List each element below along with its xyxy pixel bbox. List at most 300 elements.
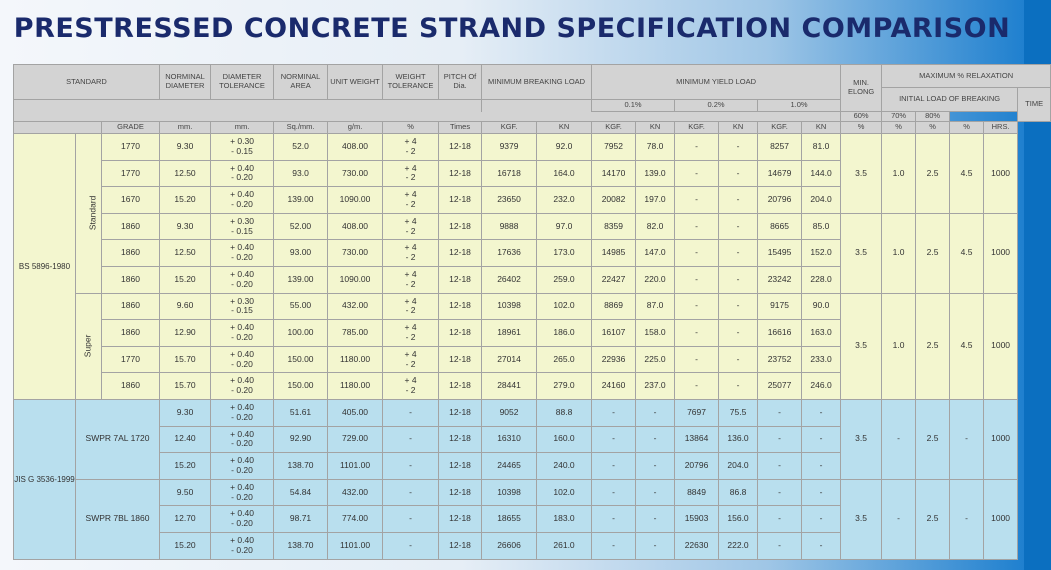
weight-tolerance-cell [383,373,439,400]
pitch-cell: 12-18 [439,532,482,559]
yield-10-kgf-cell: 15495 [758,240,802,267]
yield-01-kgf-cell: 14985 [592,240,636,267]
diameter-tolerance-cell [211,426,274,453]
yield-01-kgf-cell: - [592,453,636,480]
yield-01-kn-cell: - [636,479,675,506]
relax-80-cell: 4.5 [950,293,984,399]
yield-10-kn-cell: - [802,399,841,426]
elongation-cell: 3.5 [841,213,882,293]
yield-10-kgf-cell: 16616 [758,320,802,347]
weight-tolerance-cell-minus: - 2 [405,172,416,183]
diameter-tolerance-cell-minus: - 0.20 [231,411,253,422]
area-cell: 150.00 [274,346,328,373]
breaking-kgf-cell: 26606 [482,532,537,559]
yield-10-kn-cell: 85.0 [802,213,841,240]
time-cell: 1000 [984,213,1018,293]
diameter-tolerance-cell-minus: - 0.20 [231,385,253,396]
diameter-cell: 15.20 [160,453,211,480]
unit-y02-kgf: KGF. [675,122,719,134]
yield-01-kn-cell: 225.0 [636,346,675,373]
yield-10-kn-cell: 152.0 [802,240,841,267]
yield-02-kn-cell: 86.8 [719,479,758,506]
time-cell: 1000 [984,399,1018,479]
grade-jis: SWPR 7BL 1860 [76,479,160,559]
weight-tolerance-cell-minus: - 2 [405,331,416,342]
yield-10-kn-cell: 228.0 [802,266,841,293]
header-pitch: PITCH Of Dia. [439,65,482,100]
breaking-kgf-cell: 26402 [482,266,537,293]
header-load-70: 70% [882,112,916,122]
breaking-kgf-cell: 9052 [482,399,537,426]
unit-r80: % [950,122,984,134]
yield-10-kn-cell: 144.0 [802,160,841,187]
diameter-cell: 12.50 [160,240,211,267]
diameter-cell: 12.40 [160,426,211,453]
diameter-tolerance-cell-plus: + 0.40 [230,162,254,173]
yield-01-kgf-cell: 20082 [592,187,636,214]
weight-tolerance-cell [383,134,439,161]
weight-tolerance-cell: - [383,506,439,533]
diameter-tolerance-cell-minus: - 0.15 [231,305,253,316]
table-row [14,293,1051,320]
grade-cell: 1860 [102,320,160,347]
header-grade: GRADE [102,122,160,134]
unit-elong: % [841,122,882,134]
diameter-tolerance-cell [211,213,274,240]
pitch-cell: 12-18 [439,160,482,187]
yield-01-kgf-cell: 7952 [592,134,636,161]
breaking-kn-cell: 183.0 [537,506,592,533]
yield-01-kgf-cell: 14170 [592,160,636,187]
pitch-cell: 12-18 [439,346,482,373]
diameter-tolerance-cell-plus: + 0.40 [230,348,254,359]
spec-table [13,64,1051,560]
diameter-cell: 15.20 [160,187,211,214]
yield-01-kn-cell: 220.0 [636,266,675,293]
breaking-kn-cell: 102.0 [537,293,592,320]
yield-02-kn-cell: - [719,373,758,400]
diameter-tolerance-cell-plus: + 0.30 [230,295,254,306]
unit-r70: % [916,122,950,134]
table-row [14,399,1051,426]
yield-10-kgf-cell: 25077 [758,373,802,400]
diameter-tolerance-cell-plus: + 0.30 [230,136,254,147]
area-cell: 138.70 [274,532,328,559]
yield-01-kn-cell: - [636,532,675,559]
breaking-kn-cell: 265.0 [537,346,592,373]
yield-02-kgf-cell: - [675,346,719,373]
grade-cell: 1770 [102,134,160,161]
yield-02-kgf-cell: 8849 [675,479,719,506]
header-yield-0.1: 0.1% [592,100,675,112]
yield-02-kgf-cell: 7697 [675,399,719,426]
header-yield-0.2: 0.2% [675,100,758,112]
pitch-cell: 12-18 [439,373,482,400]
grade-cell: 1770 [102,160,160,187]
unit-weight-cell: 1101.00 [328,453,383,480]
relax-70-cell: 2.5 [916,213,950,293]
header-load-60: 60% [841,112,882,122]
relax-60-cell: - [882,479,916,559]
page-title: PRESTRESSED CONCRETE STRAND SPECIFICATION COMPARISON [13,13,1011,44]
relax-80-cell: - [950,479,984,559]
weight-tolerance-cell [383,266,439,293]
relax-70-cell: 2.5 [916,293,950,399]
diameter-cell: 9.30 [160,134,211,161]
pitch-cell: 12-18 [439,453,482,480]
yield-02-kgf-cell: - [675,160,719,187]
diameter-tolerance-cell [211,373,274,400]
pitch-cell: 12-18 [439,479,482,506]
diameter-tolerance-cell-plus: + 0.40 [230,534,254,545]
grade-jis: SWPR 7AL 1720 [76,399,160,479]
weight-tolerance-cell: - [383,426,439,453]
header-unit-weight: UNIT WEIGHT [328,65,383,100]
group-standard [76,134,102,294]
diameter-cell: 15.20 [160,266,211,293]
area-cell: 54.84 [274,479,328,506]
breaking-kgf-cell: 27014 [482,346,537,373]
breaking-kn-cell: 88.8 [537,399,592,426]
unit-weight-cell: 432.00 [328,479,383,506]
yield-01-kgf-cell: - [592,426,636,453]
area-cell: 52.00 [274,213,328,240]
yield-02-kgf-cell: 20796 [675,453,719,480]
diameter-cell: 15.70 [160,373,211,400]
yield-10-kgf-cell: 23242 [758,266,802,293]
diameter-tolerance-cell-minus: - 0.20 [231,491,253,502]
diameter-tolerance-cell-minus: - 0.20 [231,278,253,289]
diameter-tolerance-cell-minus: - 0.15 [231,225,253,236]
yield-01-kgf-cell: - [592,506,636,533]
diameter-cell: 9.30 [160,399,211,426]
diameter-cell: 9.30 [160,213,211,240]
relax-70-cell: 2.5 [916,399,950,479]
unit-weight-cell: 730.00 [328,240,383,267]
area-cell: 150.00 [274,373,328,400]
weight-tolerance-cell: - [383,399,439,426]
diameter-tolerance-cell-plus: + 0.40 [230,375,254,386]
area-cell: 139.00 [274,187,328,214]
relax-60-cell: - [882,399,916,479]
yield-02-kn-cell: 222.0 [719,532,758,559]
breaking-kgf-cell: 24465 [482,453,537,480]
weight-tolerance-cell-plus: + 4 [404,375,417,386]
area-cell: 100.00 [274,320,328,347]
breaking-kgf-cell: 16718 [482,160,537,187]
header-nominal-diameter: NORMINAL DIAMETER [160,65,211,100]
yield-02-kgf-cell: - [675,134,719,161]
breaking-kn-cell: 240.0 [537,453,592,480]
yield-01-kn-cell: 158.0 [636,320,675,347]
unit-weight-cell: 408.00 [328,134,383,161]
yield-01-kn-cell: 78.0 [636,134,675,161]
diameter-tolerance-cell-plus: + 0.40 [230,189,254,200]
yield-10-kn-cell: 163.0 [802,320,841,347]
pitch-cell: 12-18 [439,187,482,214]
breaking-kn-cell: 261.0 [537,532,592,559]
grade-cell: 1860 [102,240,160,267]
yield-10-kn-cell: 246.0 [802,373,841,400]
weight-tolerance-cell: - [383,532,439,559]
diameter-tolerance-cell-minus: - 0.20 [231,518,253,529]
unit-y10-kgf: KGF. [758,122,802,134]
weight-tolerance-cell [383,240,439,267]
yield-10-kgf-cell: - [758,532,802,559]
pitch-cell: 12-18 [439,134,482,161]
yield-01-kgf-cell: 24160 [592,373,636,400]
yield-01-kn-cell: 197.0 [636,187,675,214]
breaking-kn-cell: 160.0 [537,426,592,453]
yield-01-kn-cell: 87.0 [636,293,675,320]
yield-10-kn-cell: 90.0 [802,293,841,320]
yield-01-kn-cell: 139.0 [636,160,675,187]
relax-60-cell: 1.0 [882,213,916,293]
header-min-yield-load: MINIMUM YIELD LOAD [592,65,841,100]
diameter-tolerance-cell [211,399,274,426]
unit-weight-cell: 1180.00 [328,346,383,373]
yield-10-kn-cell: 204.0 [802,187,841,214]
elongation-cell: 3.5 [841,479,882,559]
area-cell: 98.71 [274,506,328,533]
yield-10-kn-cell: - [802,426,841,453]
diameter-tolerance-cell-plus: + 0.40 [230,269,254,279]
weight-tolerance-cell-plus: + 4 [404,242,417,253]
yield-01-kn-cell: 82.0 [636,213,675,240]
weight-tolerance-cell [383,160,439,187]
yield-01-kn-cell: - [636,426,675,453]
header-max-relaxation: MAXIMUM % RELAXATION [882,65,1051,88]
weight-tolerance-cell [383,213,439,240]
yield-01-kn-cell: 237.0 [636,373,675,400]
diameter-cell: 15.20 [160,532,211,559]
unit-weight-tolerance: % [383,122,439,134]
yield-02-kn-cell: 136.0 [719,426,758,453]
diameter-tolerance-cell-plus: + 0.40 [230,508,254,519]
diameter-tolerance-cell-minus: - 0.20 [231,331,253,342]
breaking-kn-cell: 102.0 [537,479,592,506]
unit-weight-cell: 730.00 [328,160,383,187]
yield-02-kn-cell: - [719,240,758,267]
header-weight-tolerance: WEIGHT TOLERANCE [383,65,439,100]
diameter-tolerance-cell-minus: - 0.20 [231,438,253,449]
header-yield-1.0: 1.0% [758,100,841,112]
header-load-80: 80% [916,112,950,122]
unit-pitch: Times [439,122,482,134]
unit-r60: % [882,122,916,134]
pitch-cell: 12-18 [439,240,482,267]
yield-10-kgf-cell: - [758,506,802,533]
diameter-cell: 12.70 [160,506,211,533]
diameter-tolerance-cell-plus: + 0.40 [230,322,254,333]
table-row [14,134,1051,161]
yield-02-kn-cell: - [719,293,758,320]
standard-jis: JIS G 3536-1999 [14,399,76,559]
yield-01-kn-cell: - [636,453,675,480]
yield-02-kgf-cell: - [675,373,719,400]
diameter-cell: 12.50 [160,160,211,187]
table-row [14,479,1051,506]
unit-area: Sq./mm. [274,122,328,134]
area-cell: 93.00 [274,240,328,267]
diameter-tolerance-cell-minus: - 0.20 [231,544,253,555]
diameter-tolerance-cell [211,160,274,187]
unit-y02-kn: KN [719,122,758,134]
diameter-tolerance-cell [211,479,274,506]
pitch-cell: 12-18 [439,399,482,426]
header-initial-load: INITIAL LOAD OF BREAKING [882,88,1018,112]
weight-tolerance-cell-minus: - 2 [405,198,416,209]
unit-y01-kgf: KGF. [592,122,636,134]
relax-80-cell: 4.5 [950,213,984,293]
elongation-cell: 3.5 [841,293,882,399]
unit-weight-cell: 785.00 [328,320,383,347]
elongation-cell: 3.5 [841,399,882,479]
breaking-kn-cell: 92.0 [537,134,592,161]
yield-10-kgf-cell: 14679 [758,160,802,187]
area-cell: 51.61 [274,399,328,426]
diameter-tolerance-cell-minus: - 0.20 [231,252,253,263]
weight-tolerance-cell-minus: - 2 [405,385,416,396]
yield-02-kn-cell: - [719,187,758,214]
relax-80-cell: 4.5 [950,134,984,214]
diameter-tolerance-cell [211,346,274,373]
yield-10-kn-cell: 233.0 [802,346,841,373]
yield-01-kn-cell: 147.0 [636,240,675,267]
diameter-tolerance-cell-minus: - 0.20 [231,172,253,183]
yield-01-kgf-cell: 8869 [592,293,636,320]
breaking-kn-cell: 173.0 [537,240,592,267]
header-nominal-area: NORMINAL AREA [274,65,328,100]
unit-weight-cell: 1090.00 [328,187,383,214]
yield-01-kgf-cell: - [592,532,636,559]
pitch-cell: 12-18 [439,506,482,533]
weight-tolerance-cell: - [383,479,439,506]
yield-02-kgf-cell: - [675,266,719,293]
weight-tolerance-cell-minus: - 2 [405,145,416,156]
breaking-kgf-cell: 10398 [482,293,537,320]
diameter-tolerance-cell [211,453,274,480]
breaking-kgf-cell: 10398 [482,479,537,506]
yield-02-kn-cell: 204.0 [719,453,758,480]
diameter-tolerance-cell [211,506,274,533]
weight-tolerance-cell [383,346,439,373]
yield-10-kgf-cell: 20796 [758,187,802,214]
diameter-tolerance-cell [211,187,274,214]
diameter-tolerance-cell-plus: + 0.40 [230,428,254,439]
area-cell: 138.70 [274,453,328,480]
pitch-cell: 12-18 [439,426,482,453]
yield-10-kn-cell: - [802,479,841,506]
weight-tolerance-cell-minus: - 2 [405,225,416,236]
unit-y10-kn: KN [802,122,841,134]
weight-tolerance-cell-minus: - 2 [405,252,416,263]
unit-weight-cell: 1090.00 [328,266,383,293]
yield-01-kgf-cell: 22427 [592,266,636,293]
yield-10-kn-cell: - [802,532,841,559]
yield-01-kgf-cell: 16107 [592,320,636,347]
weight-tolerance-cell-plus: + 4 [404,348,417,359]
yield-02-kn-cell: 156.0 [719,506,758,533]
time-cell: 1000 [984,134,1018,214]
diameter-cell: 12.90 [160,320,211,347]
unit-y01-kn: KN [636,122,675,134]
breaking-kn-cell: 279.0 [537,373,592,400]
diameter-tolerance-cell-minus: - 0.20 [231,198,253,209]
yield-10-kn-cell: - [802,506,841,533]
breaking-kn-cell: 232.0 [537,187,592,214]
unit-weight-cell: 1180.00 [328,373,383,400]
elongation-cell: 3.5 [841,134,882,214]
breaking-kgf-cell: 23650 [482,187,537,214]
unit-time: HRS. [984,122,1018,134]
yield-10-kgf-cell: 9175 [758,293,802,320]
unit-weight-cell: 432.00 [328,293,383,320]
header-diameter-tolerance: DIAMETER TOLERANCE [211,65,274,100]
weight-tolerance-cell-plus: + 4 [404,215,417,226]
pitch-cell: 12-18 [439,266,482,293]
breaking-kn-cell: 186.0 [537,320,592,347]
weight-tolerance-cell-plus: + 4 [404,162,417,173]
grade-cell: 1860 [102,373,160,400]
relax-70-cell: 2.5 [916,134,950,214]
unit-weight-cell: 774.00 [328,506,383,533]
diameter-tolerance-cell [211,266,274,293]
unit-bl-kn: KN [537,122,592,134]
relax-60-cell: 1.0 [882,293,916,399]
area-cell: 55.00 [274,293,328,320]
yield-02-kn-cell: - [719,266,758,293]
time-cell: 1000 [984,479,1018,559]
area-cell: 139.00 [274,266,328,293]
weight-tolerance-cell-minus: - 2 [405,358,416,369]
breaking-kgf-cell: 17636 [482,240,537,267]
weight-tolerance-cell-plus: + 4 [404,269,417,279]
yield-10-kgf-cell: - [758,399,802,426]
diameter-tolerance-cell-minus: - 0.20 [231,464,253,475]
yield-01-kgf-cell: - [592,399,636,426]
yield-02-kgf-cell: - [675,240,719,267]
header-min-elong: MIN. ELONG [841,65,882,112]
weight-tolerance-cell-minus: - 2 [405,278,416,289]
header-min-breaking-load: MINIMUM BREAKING LOAD [482,65,592,100]
unit-weight-cell: 408.00 [328,213,383,240]
weight-tolerance-cell-plus: + 4 [404,295,417,306]
yield-02-kgf-cell: - [675,293,719,320]
diameter-cell: 9.60 [160,293,211,320]
diameter-cell: 15.70 [160,346,211,373]
yield-02-kgf-cell: 15903 [675,506,719,533]
yield-10-kgf-cell: 8665 [758,213,802,240]
breaking-kgf-cell: 9888 [482,213,537,240]
yield-02-kgf-cell: - [675,320,719,347]
group-standard-label: Standard [87,196,98,231]
diameter-tolerance-cell-minus: - 0.15 [231,145,253,156]
diameter-tolerance-cell-plus: + 0.40 [230,455,254,466]
breaking-kn-cell: 97.0 [537,213,592,240]
unit-weight-cell: 729.00 [328,426,383,453]
breaking-kgf-cell: 16310 [482,426,537,453]
yield-02-kn-cell: - [719,346,758,373]
weight-tolerance-cell [383,187,439,214]
diameter-tolerance-cell-plus: + 0.40 [230,242,254,253]
diameter-tolerance-cell [211,320,274,347]
yield-10-kgf-cell: 8257 [758,134,802,161]
yield-02-kgf-cell: 22630 [675,532,719,559]
weight-tolerance-cell [383,320,439,347]
relax-80-cell: - [950,399,984,479]
pitch-cell: 12-18 [439,213,482,240]
